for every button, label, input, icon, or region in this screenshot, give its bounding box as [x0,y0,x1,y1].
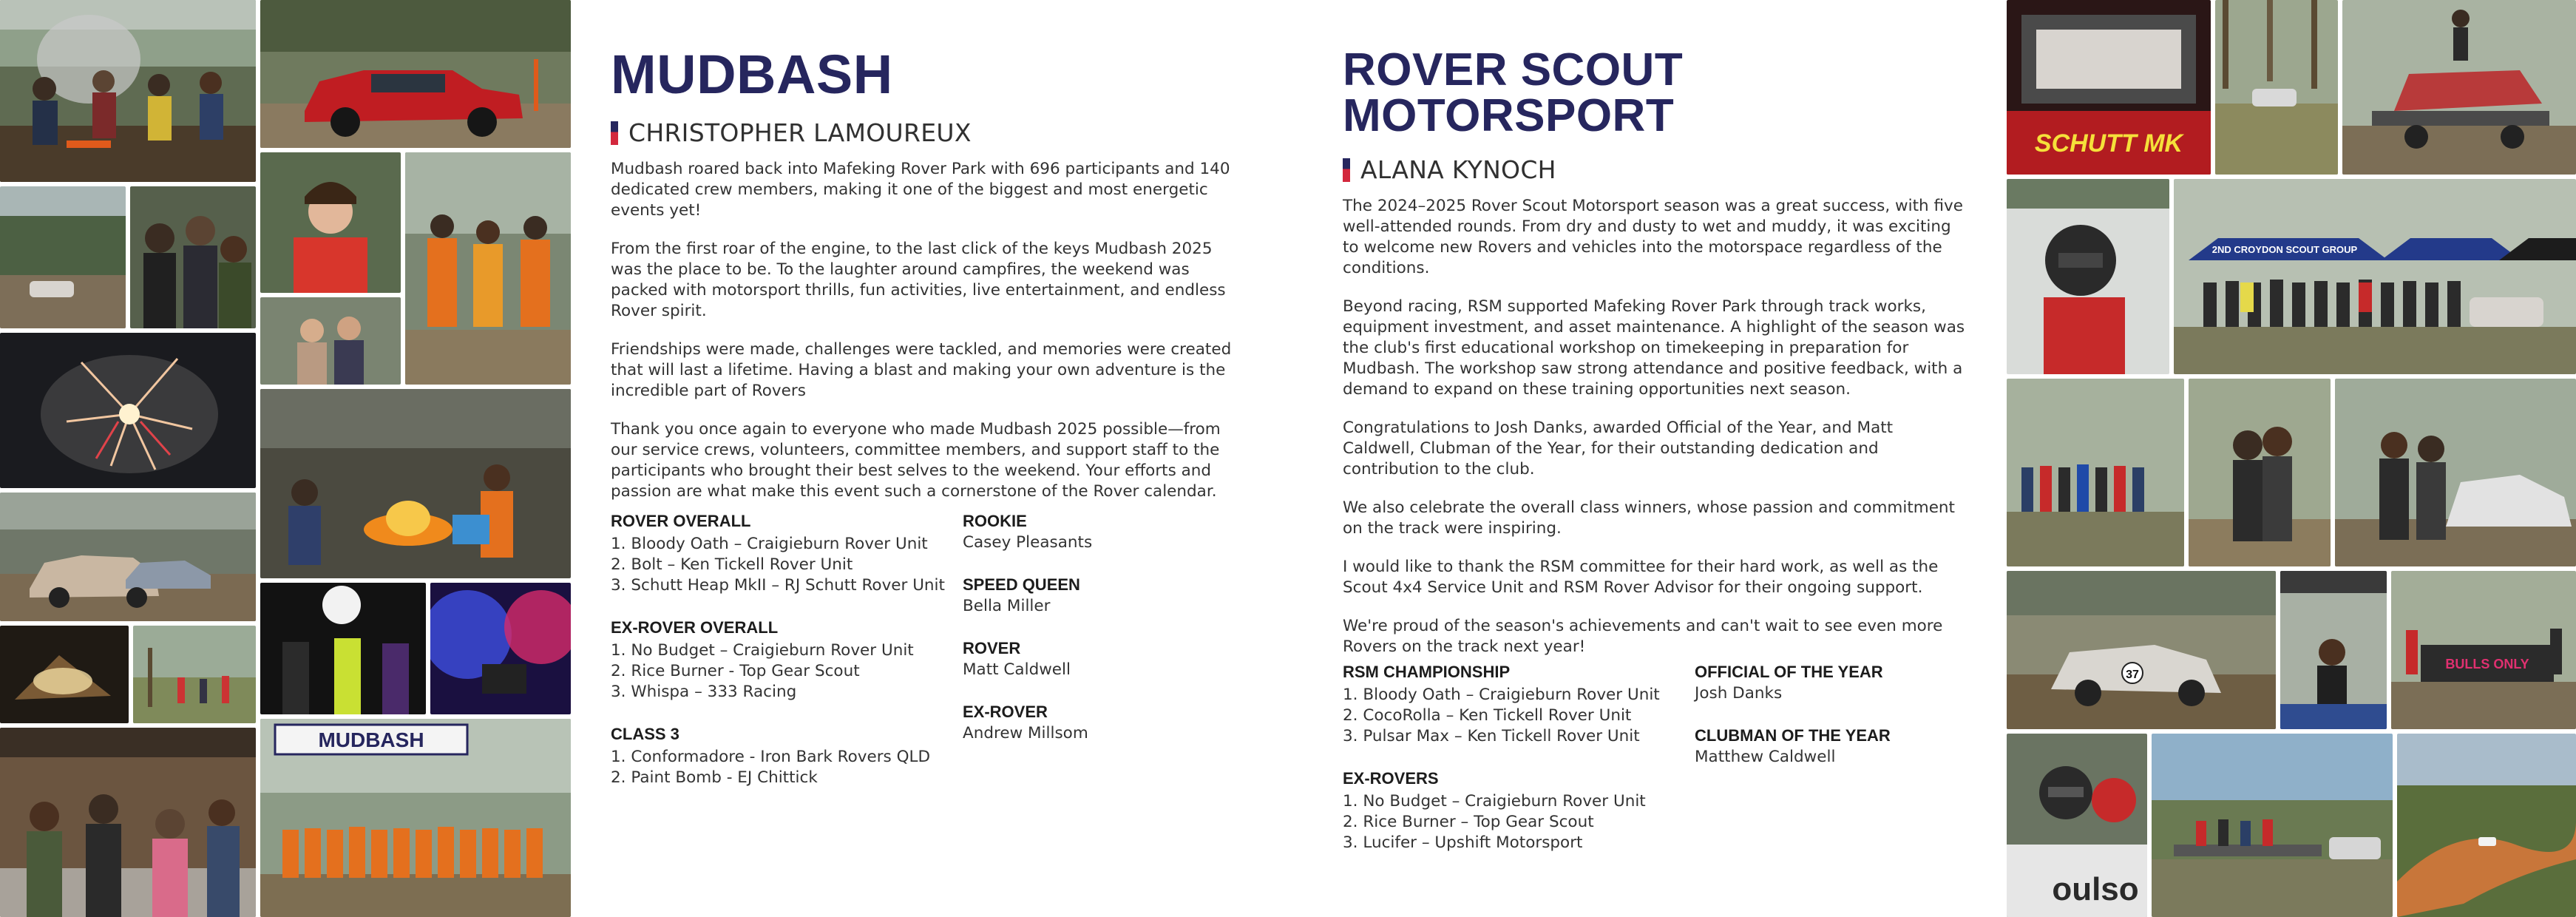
photo-flag-group [2391,571,2576,729]
mudbash-results-column [611,512,963,811]
photo-smiling-girl [260,152,401,293]
mudbash-results [611,512,1214,811]
award-winner: Matt Caldwell [963,660,1071,679]
award-winner: Matthew Caldwell [1695,748,1836,766]
result-item: 2. CocoRolla – Ken Tickell Rover Unit [1343,706,1632,725]
mudbash-paragraph: Friendships were made, challenges were tackled, and memories were created that will last a lifetime. Having a blast and making your own adventure is the incredible part of Rovers [611,340,1232,400]
photo-tent-group [2174,179,2576,374]
photo-campfire-night [260,389,571,578]
award-heading: ROOKIE [963,512,1027,530]
result-item: 1. Bloody Oath – Craigieburn Rover Unit [611,535,928,553]
mudbash-paragraph: From the first roar of the engine, to the last click of the keys Mudbash 2025 was the place to be. To the laughter around campfires, the weekend was packed with motorsport thrills, fun activities, live entertainment, and endless Rover spirit. [611,240,1226,320]
mudbash-awards-column [963,512,1214,811]
award-heading: SPEED QUEEN [963,575,1080,594]
photo-muddy-car-37 [2007,571,2276,729]
rsm-results [1343,663,1946,876]
photo-helmet-driver [2007,179,2169,374]
byline-accent-bar [611,121,618,145]
result-heading: CLASS 3 [611,725,679,743]
result-heading: EX-ROVER OVERALL [611,618,779,637]
rsm-title: ROVER SCOUT MOTORSPORT [1343,44,1684,141]
result-group [611,618,963,703]
award [963,639,1214,680]
rsm-paragraph: Beyond racing, RSM supported Mafeking Rover Park through track works, equipment investment, and asset maintenance. A highlight of the season was the club's first educational workshop on timekeeping in preparation for Mudbash. The workshop saw strong attendance and positive feedback, with a demand to expand on these training opportunities next season. [1343,297,1965,399]
award-heading: CLUBMAN OF THE YEAR [1695,726,1891,745]
photo-group-selfie [130,186,256,328]
photo-hug [2189,379,2331,566]
award-winner: Josh Danks [1695,684,1783,703]
photo-man-under-shelter [2280,571,2387,729]
award [1695,726,1946,768]
rsm-awards-column [1695,663,1946,876]
mudbash-author: CHRISTOPHER LAMOUREUX [628,118,972,147]
banner-text: MUDBASH [318,728,424,751]
result-heading: EX-ROVERS [1343,769,1439,788]
rsm-byline [1343,155,1970,184]
result-heading: RSM CHAMPIONSHIP [1343,663,1511,681]
award-winner: Casey Pleasants [963,533,1093,552]
mudbash-paragraph: Thank you once again to everyone who made Mudbash 2025 possible—from our service crews, volunteers, committee members, and support staff to the participants who brought their best selves to the weekend. Your efforts and passion are what make this event such a cornerstone of the Rover calendar. [611,420,1221,501]
result-group [1343,769,1695,853]
byline-accent-bar [1343,158,1350,182]
rsm-paragraph: We also celebrate the overall class winners, whose passion and commitment on the track were inspiring. [1343,498,1955,538]
result-item: 1. No Budget – Craigieburn Rover Unit [611,641,914,660]
photo-red-rally-car [260,0,571,148]
award-heading: EX-ROVER [963,703,1048,721]
photo-mudbash-banner-crew [260,719,571,917]
photo-couple-white-car [2335,379,2576,566]
photo-rally-cockpit [2007,734,2147,917]
award [963,703,1214,744]
mudbash-article [611,0,1238,502]
result-item: 1. Bloody Oath – Craigieburn Rover Unit [1343,686,1660,704]
car-side-text: oulso [2052,871,2139,907]
award [963,575,1214,617]
rsm-results-column [1343,663,1695,876]
photo-shelter-group [0,728,256,917]
photo-aerial-track [2397,734,2576,917]
photo-mud-sedan [0,493,256,621]
photo-car-door-schutt [2007,0,2211,175]
result-item: 2. Rice Burner – Top Gear Scout [1343,813,1594,831]
photo-couple [260,297,401,385]
rsm-article [1343,0,1970,657]
mudbash-byline [611,118,1238,147]
mudbash-paragraph: Mudbash roared back into Mafeking Rover Park with 696 participants and 140 dedicated crew members, making it one of the biggest and most energetic events yet! [611,160,1230,220]
award-heading: OFFICIAL OF THE YEAR [1695,663,1883,681]
result-item: 1. No Budget – Craigieburn Rover Unit [1343,792,1646,811]
award [1695,663,1946,704]
photo-campsite-crowd [133,626,256,723]
result-item: 2. Rice Burner - Top Gear Scout [611,662,860,680]
rsm-author: ALANA KYNOCH [1360,155,1556,184]
result-item: 3. Pulsar Max – Ken Tickell Rover Unit [1343,727,1640,745]
mudbash-title: MUDBASH [611,44,893,105]
result-item: 3. Schutt Heap MkII – RJ Schutt Rover Unit [611,576,945,595]
car-door-text: SCHUTT MK [2034,129,2183,158]
photo-fireworks [0,333,256,488]
photo-muddy-track-car [0,186,126,328]
photo-blue-red-lights [430,583,571,714]
flag-text: BULLS ONLY [2445,657,2529,671]
photo-trailer-rollover [2342,0,2576,175]
result-item: 2. Paint Bomb - EJ Chittick [611,768,818,787]
result-group [611,512,963,596]
result-group [611,725,963,788]
result-group [1343,663,1695,747]
photo-campfire-group [0,0,256,182]
rsm-paragraph: I would like to thank the RSM committee for their hard work, as well as the Scout 4x4 Service Unit and RSM Rover Advisor for their ongoing support. [1343,558,1939,597]
award-heading: ROVER [963,639,1021,657]
photo-orange-crew [405,152,571,385]
photo-bush-track-car [2215,0,2338,175]
result-item: 3. Lucifer – Upshift Motorsport [1343,833,1583,852]
photo-night-tent [0,626,129,723]
photo-night-group [260,583,426,714]
car-number-text: 37 [2126,669,2139,681]
award-winner: Bella Miller [963,597,1051,615]
award-winner: Andrew Millsom [963,724,1088,742]
award [963,512,1214,553]
rsm-paragraph: The 2024–2025 Rover Scout Motorsport season was a great success, with five well-attended rounds. From dry and dusty to wet and muddy, it was exciting to welcome new Rovers and vehicles into the motorspace regardless of the conditions. [1343,197,1963,277]
result-item: 2. Bolt – Ken Tickell Rover Unit [611,555,853,574]
rsm-paragraph: We're proud of the season's achievements and can't wait to see even more Rovers on the track next year! [1343,617,1943,656]
result-heading: ROVER OVERALL [611,512,751,530]
rsm-paragraph: Congratulations to Josh Danks, awarded Official of the Year, and Matt Caldwell, Clubman of the Year, for their outstanding dedication and contribution to the club. [1343,419,1894,478]
photo-trailer-group [2152,734,2393,917]
tent-banner-text: 2ND CROYDON SCOUT GROUP [2211,244,2358,255]
photo-group-with-car [2007,379,2184,566]
result-item: 3. Whispa – 333 Racing [611,683,797,701]
result-item: 1. Conformadore - Iron Bark Rovers QLD [611,748,931,766]
